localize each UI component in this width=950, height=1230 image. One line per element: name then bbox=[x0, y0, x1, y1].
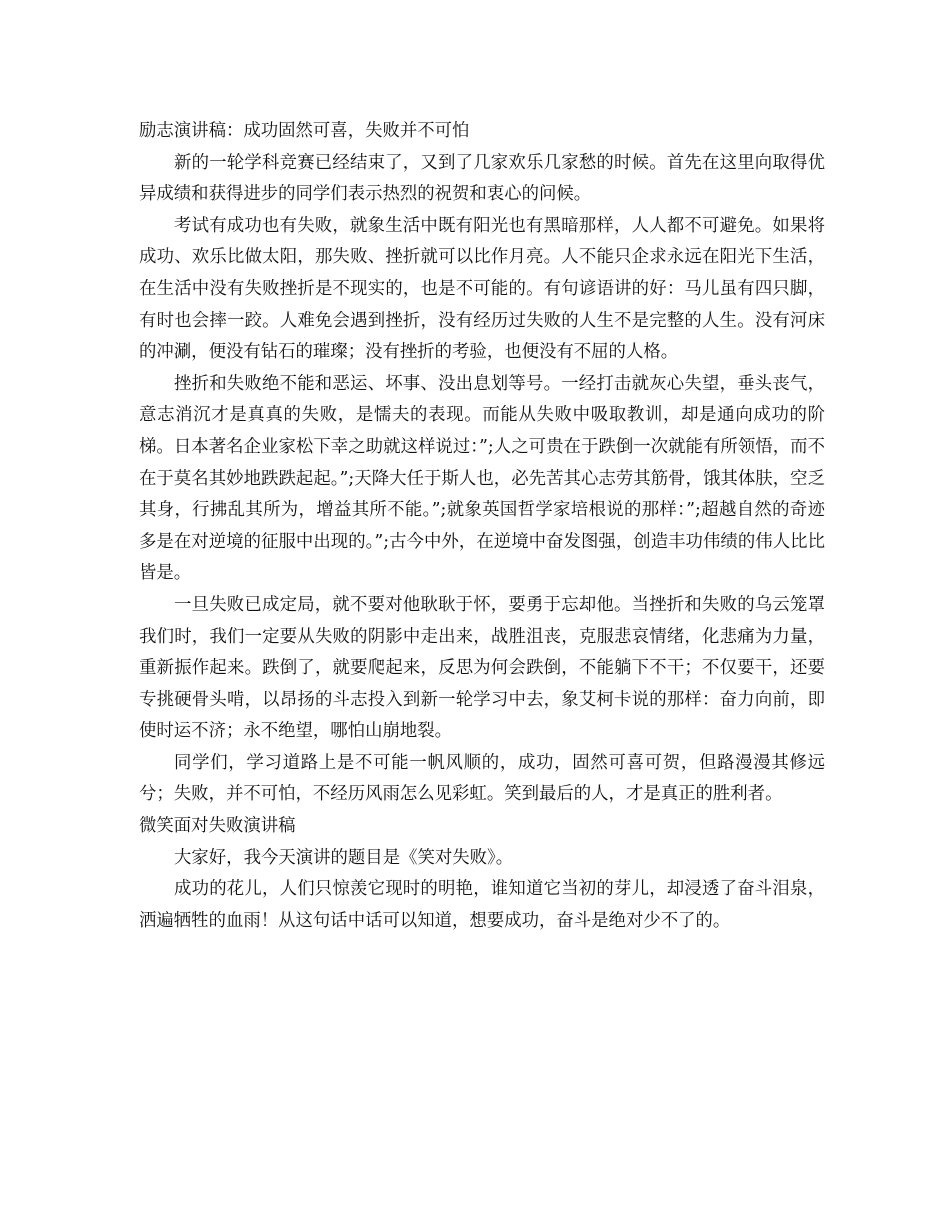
section-title: 微笑面对失败演讲稿 bbox=[139, 816, 296, 837]
paragraph: 大家好，我今天演讲的题目是《笑对失败》。 bbox=[174, 847, 514, 868]
paragraph: 考试有成功也有失败，就象生活中既有阳光也有黑暗那样，人人都不可避免。如果将成功、欢乐比做太阳，那失败、挫折就可以比作月亮。人不能只企求永远在阳光下生活，在生活中没有失败挫折是不现实的，也是不可能的。有句谚语讲的好：马儿虽有四只脚，有时也会摔一跤。人难免会遇到挫折，没有经历过失败的人生不是完整的人生。没有河床的冲涮，便没有钻石的璀璨；没有挫折的考验，也便没有不屈的人格。 bbox=[139, 215, 825, 363]
paragraph: 一旦失败已成定局，就不要对他耿耿于怀，要勇于忘却他。当挫折和失败的乌云笼罩我们时，我们一定要从失败的阴影中走出来，战胜沮丧，克服悲哀情绪，化悲痛为力量，重新振作起来。跌倒了，就要爬起来，反思为何会跌倒，不能躺下不干；不仅要干，还要专挑硬骨头啃，以昂扬的斗志投入到新一轮学习中去，象艾柯卡说的那样：奋力向前，即使时运不济；永不绝望，哪怕山崩地裂。 bbox=[139, 594, 825, 742]
paragraph: 成功的花儿，人们只惊羡它现时的明艳，谁知道它当初的芽儿，却浸透了奋斗泪泉，洒遍牺牲的血雨！从这句话中话可以知道，想要成功，奋斗是绝对少不了的。 bbox=[139, 879, 825, 931]
document-body bbox=[139, 116, 825, 937]
paragraph: 同学们，学习道路上是不可能一帆风顺的，成功，固然可喜可贺，但路漫漫其修远兮；失败，并不可怕，不经历风雨怎么见彩虹。笑到最后的人，才是真正的胜利者。 bbox=[139, 752, 825, 805]
section-title: 励志演讲稿：成功固然可喜，失败并不可怕 bbox=[139, 121, 470, 141]
paragraph: 新的一轮学科竞赛已经结束了，又到了几家欢乐几家愁的时候。首先在这里向取得优异成绩和获得进步的同学们表示热烈的祝贺和衷心的问候。 bbox=[139, 152, 825, 205]
paragraph: 挫折和失败绝不能和恶运、坏事、没出息划等号。一经打击就灰心失望，垂头丧气，意志消沉才是真真的失败，是懦夫的表现。而能从失败中吸取教训，却是通向成功的阶梯。日本著名企业家松下幸之助就这样说过：”;人之可贵在于跌倒一次就能有所领悟，而不在于莫名其妙地跌跌起起。”;天降大任于斯人也，必先苦其心志劳其筋骨，饿其体肤，空乏其身，行拂乱其所为，增益其所不能。”;就象英国哲学家培根说的那样：”;超越自然的奇迹多是在对逆境的征服中出现的。”;古今中外，在逆境中奋发图强，创造丰功伟绩的伟人比比皆是。 bbox=[139, 373, 825, 584]
